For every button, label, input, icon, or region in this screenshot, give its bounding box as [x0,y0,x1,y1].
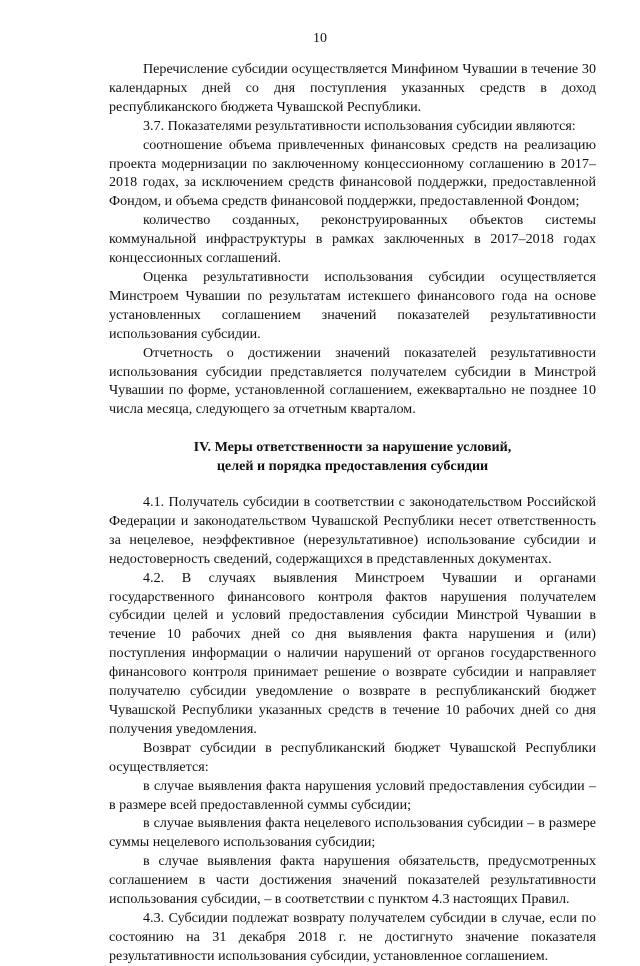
paragraph: 3.7. Показателями результативности использования субсидии являются: [143,117,576,134]
paragraph: Оценка результативности использования субсидии осуществляется Минстроем Чувашии по результатам истекшего финансового года на основе установленных соглашением значений показателей результативности использования субсидии. [109,268,596,342]
section-heading-line: IV. Меры ответственности за нарушение условий, [193,439,512,456]
paragraph: 4.1. Получатель субсидии в соответствии с законодательством Российской Федерации и законодательством Чувашской Республики несет ответственность за нецелевое, неэффективное (нерезультативное) использование субсидии и недостоверность сведений, содержащихся в представленных документах. [109,494,596,567]
paragraph: Перечисление субсидии осуществляется Минфином Чувашии в течение 30 календарных дней со дня поступления указанных средств в доход республиканского бюджета Чувашской Республики. [109,61,596,115]
section-heading-line: целей и порядка предоставления субсидии [216,458,489,475]
paragraph: в случае выявления факта нарушения условий предоставления субсидии – в размере всей предоставленной суммы субсидии; [109,777,596,813]
paragraph: Возврат субсидии в республиканский бюджет Чувашской Республики осуществляется: [109,739,596,775]
paragraph: 4.2. В случаях выявления Минстроем Чувашии и органами государственного финансового контроля фактов нарушения получателем субсидии целей и условий предоставления субсидии Минстрой Чувашии в течение 10 рабочих дней со дня выявления факта нарушения и (или) поступления информации о наличии нарушений от органов государственного финансового контроля принимает решение о возврате субсидии и направляет получателю субсидии уведомление о возврате в республиканский бюджет Чувашской Республики указанных средств в течение 10 рабочих дней со дня получения уведомления. [109,569,596,737]
paragraph: Отчетность о достижении значений показателей результативности использования субсидии представляется получателем субсидии в Минстрой Чувашии по форме, установленной соглашением, ежеквартально не позднее 10 числа месяца, следующего за отчетным кварталом. [109,344,596,418]
section-heading [109,438,596,476]
paragraph: 4.3. Субсидии подлежат возврату получателем субсидии в случае, если по состоянию на 31 декабря 2018 г. не достигнуто значение показателя результативности использования субсидии, установленное соглашением. [109,909,596,964]
paragraph: в случае выявления факта нарушения обязательств, предусмотренных соглашением в части достижения значений показателей результативности использования субсидии, – в соответствии с пунктом 4.3 настоящих Правил. [109,853,596,908]
page-number: 10 [313,31,327,46]
document-body [109,60,596,966]
paragraph: количество созданных, реконструированных объектов системы коммунальной инфраструктуры в рамках заключенных в 2017–2018 годах концессионных соглашений. [109,212,596,267]
paragraph: в случае выявления факта нецелевого использования субсидии – в размере суммы нецелевого использования субсидии; [109,815,596,851]
paragraph: соотношение объема привлеченных финансовых средств на реализацию проекта модернизации по заключенному концессионному соглашению в 2017–2018 годах, за исключением средств финансовой поддержки, предоставленной Фондом, и объема средств финансовой поддержки, предоставленной Фондом; [109,136,596,210]
